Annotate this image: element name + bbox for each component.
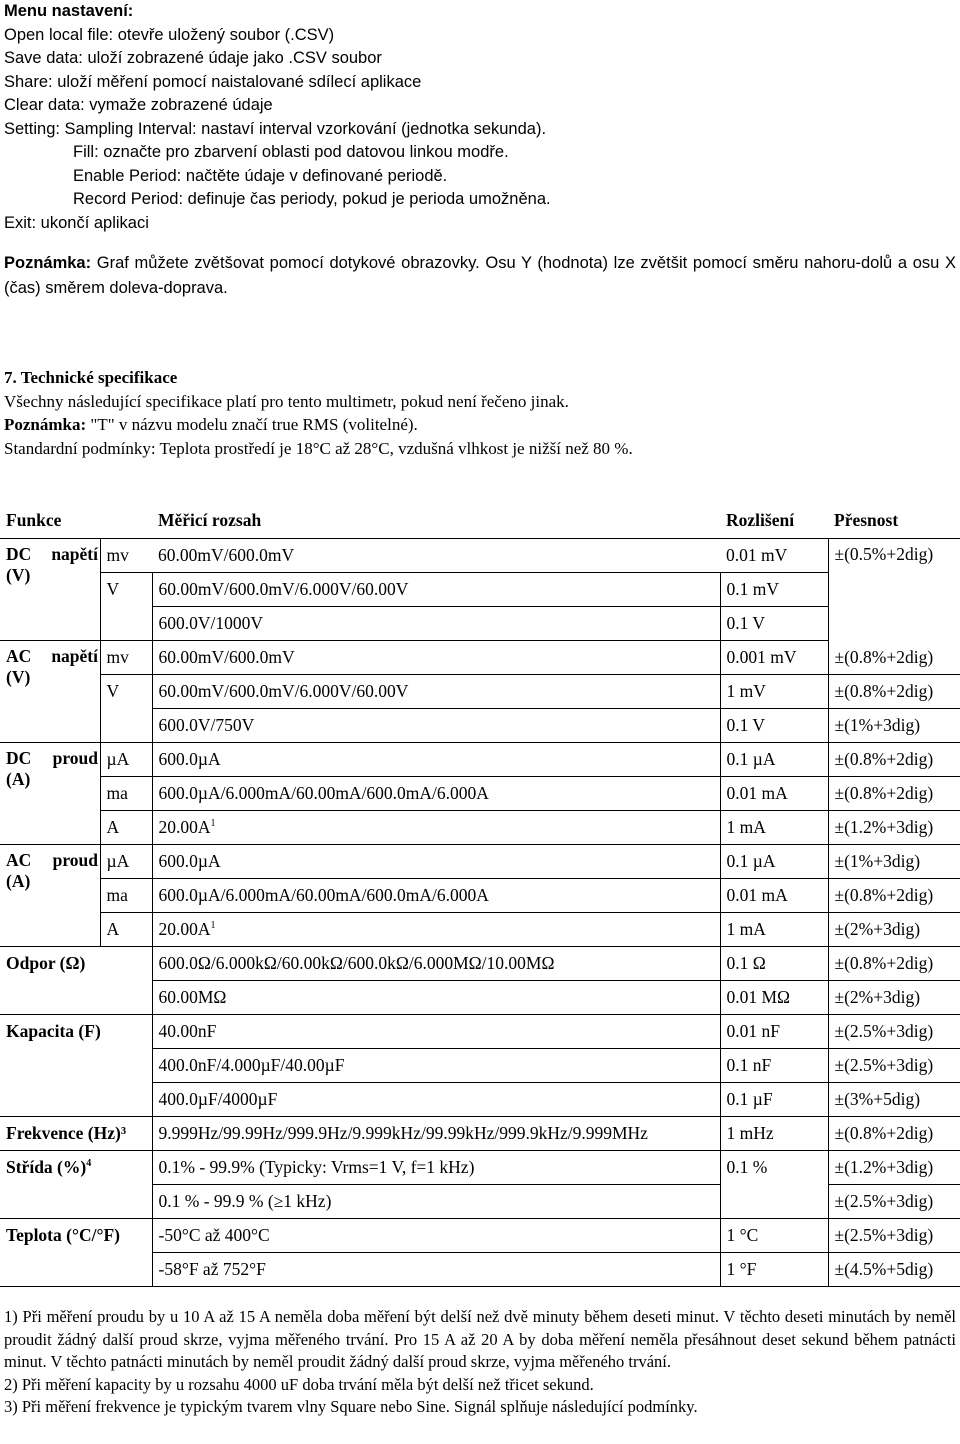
table-row: [0, 1151, 960, 1185]
spec-note-text: "T" v názvu modelu značí true RMS (volitelné).: [90, 415, 418, 434]
accuracy-cell: ±(0.8%+2dig): [828, 947, 960, 981]
table-row: [0, 811, 960, 845]
header-accuracy: Přesnost: [828, 502, 960, 539]
accuracy-cell: ±(0.8%+2dig): [828, 675, 960, 709]
resolution-cell: 0.1 µA: [720, 743, 828, 777]
function-cell: [0, 981, 152, 1015]
menu-exit-line: Exit: ukončí aplikaci: [4, 213, 149, 232]
menu-line: Setting: Sampling Interval: nastaví interval vzorkování (jednotka sekunda).: [4, 119, 547, 138]
settings-menu: [4, 0, 956, 235]
footnote: 2) Při měření kapacity by u rozsahu 4000 uF doba trvání měla být delší než třicet sekund.: [4, 1374, 594, 1394]
function-cell: AC proud (A): [0, 845, 100, 947]
menu-title: Menu nastavení:: [4, 2, 134, 20]
footnotes: [4, 1306, 956, 1419]
resolution-cell: 0.1 %: [720, 1151, 828, 1185]
resolution-cell: 0.1 mV: [720, 573, 828, 607]
menu-line: Clear data: vymaže zobrazené údaje: [4, 96, 273, 114]
unit-cell: V: [100, 675, 152, 709]
table-header-row: [0, 502, 960, 539]
accuracy-cell: ±(1%+3dig): [828, 845, 960, 879]
footnote: 3) Při měření frekvence je typickým tvarem vlny Square nebo Sine. Signál splňuje následující podmínky.: [4, 1397, 698, 1416]
accuracy-cell: ±(0.8%+2dig): [828, 1117, 960, 1151]
table-row: [0, 743, 960, 777]
function-cell: DC proud (A): [0, 743, 100, 845]
range-cell: 600.0V/750V: [152, 709, 720, 743]
unit-cell: ma: [100, 777, 152, 811]
range-cell: 40.00nF: [152, 1015, 720, 1049]
unit-cell: [100, 607, 152, 641]
menu-sub-line: Record Period: definuje čas periody, pokud je perioda umožněna.: [73, 190, 551, 208]
function-cell: Kapacita (F): [6, 1021, 101, 1042]
unit-cell: V: [100, 573, 152, 607]
function-cell: [0, 1253, 152, 1287]
spec-line: Všechny následující specifikace platí pro tento multimetr, pokud není řečeno jinak.: [4, 391, 569, 411]
resolution-cell: 0.01 MΩ: [720, 981, 828, 1015]
resolution-cell: 1 mA: [720, 811, 828, 845]
accuracy-cell: ±(2.5%+3dig): [828, 1185, 960, 1219]
spec-table: [0, 502, 960, 1287]
unit-cell: mv: [100, 539, 152, 573]
function-cell: Střída (%)$^4$: [6, 1157, 92, 1178]
menu-sub-line: Fill: označte pro zbarvení oblasti pod datovou linkou modře.: [73, 143, 509, 161]
table-row: [0, 607, 960, 641]
graph-note: [4, 251, 956, 301]
table-row: [0, 1219, 960, 1253]
menu-line: Share: uloží měření pomocí naistalované sdílecí aplikace: [4, 72, 422, 91]
table-row: [0, 879, 960, 913]
resolution-cell: 0.1 Ω: [720, 947, 828, 981]
table-row: [0, 1049, 960, 1083]
function-cell: DC napětí (V): [0, 539, 100, 641]
resolution-cell: 0.01 mA: [720, 879, 828, 913]
function-cell: Odpor (Ω): [6, 953, 86, 974]
accuracy-cell: ±(2.5%+3dig): [828, 1049, 960, 1083]
accuracy-cell: ±(2%+3dig): [828, 981, 960, 1015]
table-row: [0, 573, 960, 607]
resolution-cell: 0.1 V: [720, 607, 828, 641]
accuracy-cell: ±(0.5%+2dig): [828, 539, 960, 641]
unit-cell: [100, 709, 152, 743]
resolution-cell: 1 mHz: [720, 1117, 828, 1151]
note-label: Poznámka:: [4, 254, 92, 272]
accuracy-cell: ±(1.2%+3dig): [828, 1151, 960, 1185]
range-cell: 600.0Ω/6.000kΩ/60.00kΩ/600.0kΩ/6.000MΩ/10.00MΩ: [152, 947, 720, 981]
table-row: [0, 1253, 960, 1287]
table-row: [0, 1117, 960, 1151]
range-cell: 60.00mV/600.0mV/6.000V/60.00V: [152, 675, 720, 709]
resolution-cell: 1 °C: [720, 1219, 828, 1253]
table-row: [0, 1083, 960, 1117]
range-cell: 600.0µA: [152, 845, 720, 879]
accuracy-cell: ±(4.5%+5dig): [828, 1253, 960, 1287]
table-row: [0, 539, 960, 573]
range-cell: 9.999Hz/99.99Hz/999.9Hz/9.999kHz/99.99kHz/999.9kHz/9.999MHz: [152, 1117, 720, 1151]
menu-line: Save data: uloží zobrazené údaje jako .CSV soubor: [4, 49, 382, 67]
header-function: Funkce: [0, 502, 152, 539]
table-row: [0, 1015, 960, 1049]
range-cell: $20.00A^1$: [152, 913, 720, 947]
range-cell: 600.0µA: [152, 743, 720, 777]
note-text: Graf můžete zvětšovat pomocí dotykové obrazovky. Osu Y (hodnota) lze zvětšit pomocí směru nahoru-dolů a osu X (čas) směrem doleva-doprava.: [4, 254, 956, 297]
resolution-cell: 0.01 mV: [720, 539, 828, 573]
range-cell: 400.0µF/4000µF: [152, 1083, 720, 1117]
table-row: [0, 981, 960, 1015]
function-cell: AC napětí (V): [0, 641, 100, 743]
table-row: [0, 675, 960, 709]
range-cell: 600.0µA/6.000mA/60.00mA/600.0mA/6.000A: [152, 777, 720, 811]
unit-cell: A: [100, 811, 152, 845]
function-cell: Teplota (°C/°F): [6, 1225, 120, 1246]
header-resolution: Rozlišení: [720, 502, 828, 539]
resolution-cell: 1 mA: [720, 913, 828, 947]
range-cell: -50°C až 400°C: [152, 1219, 720, 1253]
range-cell: $20.00A^1$: [152, 811, 720, 845]
accuracy-cell: ±(2.5%+3dig): [828, 1219, 960, 1253]
function-cell: [0, 1049, 152, 1083]
table-row: [0, 947, 960, 981]
accuracy-cell: ±(0.8%+2dig): [828, 743, 960, 777]
unit-cell: ma: [100, 879, 152, 913]
resolution-cell: 0.01 nF: [720, 1015, 828, 1049]
unit-cell: µA: [100, 845, 152, 879]
unit-cell: mv: [100, 641, 152, 675]
footnote: 1) Při měření proudu by u 10 A až 15 A neměla doba měření být delší než dvě minuty během deseti minut. V těchto deseti minutách by neměl proudit žádný další proud skrze, vyjma měřeného trvání. Pro 15 A až 20 A by doba měření neměla přesáhnout deset sekund během patnácti minut. V těchto patnácti minutách by neměl proudit žádný další proud skrze, vyjma měřeného trvání.: [4, 1307, 956, 1371]
accuracy-cell: ±(0.8%+2dig): [828, 641, 960, 675]
range-cell: 0.1% - 99.9% (Typicky: Vrms=1 V, f=1 kHz): [152, 1151, 720, 1185]
spec-section: [4, 366, 956, 460]
function-cell: [0, 1185, 152, 1219]
range-cell: -58°F až 752°F: [152, 1253, 720, 1287]
table-row: [0, 709, 960, 743]
resolution-cell: 0.1 nF: [720, 1049, 828, 1083]
range-cell: 600.0V/1000V: [152, 607, 720, 641]
range-cell: 60.00mV/600.0mV: [152, 641, 720, 675]
accuracy-cell: ±(1%+3dig): [828, 709, 960, 743]
resolution-cell: 0.01 mA: [720, 777, 828, 811]
resolution-cell: 0.1 V: [720, 709, 828, 743]
table-row: [0, 777, 960, 811]
resolution-cell: 0.001 mV: [720, 641, 828, 675]
resolution-cell: 1 mV: [720, 675, 828, 709]
accuracy-cell: ±(2.5%+3dig): [828, 1015, 960, 1049]
range-cell: 60.00mV/600.0mV: [152, 539, 720, 573]
resolution-cell: [720, 1185, 828, 1219]
spec-note: [4, 413, 956, 437]
spec-heading: 7. Technické specifikace: [4, 368, 178, 387]
function-cell: [0, 1083, 152, 1117]
table-row: [0, 1185, 960, 1219]
range-cell: 60.00mV/600.0mV/6.000V/60.00V: [152, 573, 720, 607]
accuracy-cell: ±(1.2%+3dig): [828, 811, 960, 845]
spec-line: Standardní podmínky: Teplota prostředí je 18°C až 28°C, vzdušná vlhkost je nižší než 80 %.: [4, 438, 633, 458]
range-cell: 400.0nF/4.000µF/40.00µF: [152, 1049, 720, 1083]
accuracy-cell: ±(0.8%+2dig): [828, 879, 960, 913]
table-row: [0, 641, 960, 675]
accuracy-cell: ±(3%+5dig): [828, 1083, 960, 1117]
resolution-cell: 1 °F: [720, 1253, 828, 1287]
unit-cell: µA: [100, 743, 152, 777]
range-cell: 0.1 % - 99.9 % (≥1 kHz): [152, 1185, 720, 1219]
accuracy-cell: ±(0.8%+2dig): [828, 777, 960, 811]
function-cell: Frekvence (Hz)³: [0, 1117, 152, 1151]
unit-cell: A: [100, 913, 152, 947]
accuracy-cell: ±(2%+3dig): [828, 913, 960, 947]
range-cell: 60.00MΩ: [152, 981, 720, 1015]
menu-sub-line: Enable Period: načtěte údaje v definované periodě.: [73, 166, 448, 185]
table-row: [0, 845, 960, 879]
spec-note-label: Poznámka:: [4, 415, 87, 434]
range-cell: 600.0µA/6.000mA/60.00mA/600.0mA/6.000A: [152, 879, 720, 913]
resolution-cell: 0.1 µF: [720, 1083, 828, 1117]
menu-line: Open local file: otevře uložený soubor (.CSV): [4, 25, 335, 44]
resolution-cell: 0.1 µA: [720, 845, 828, 879]
header-range: Měřicí rozsah: [152, 502, 720, 539]
table-row: [0, 913, 960, 947]
